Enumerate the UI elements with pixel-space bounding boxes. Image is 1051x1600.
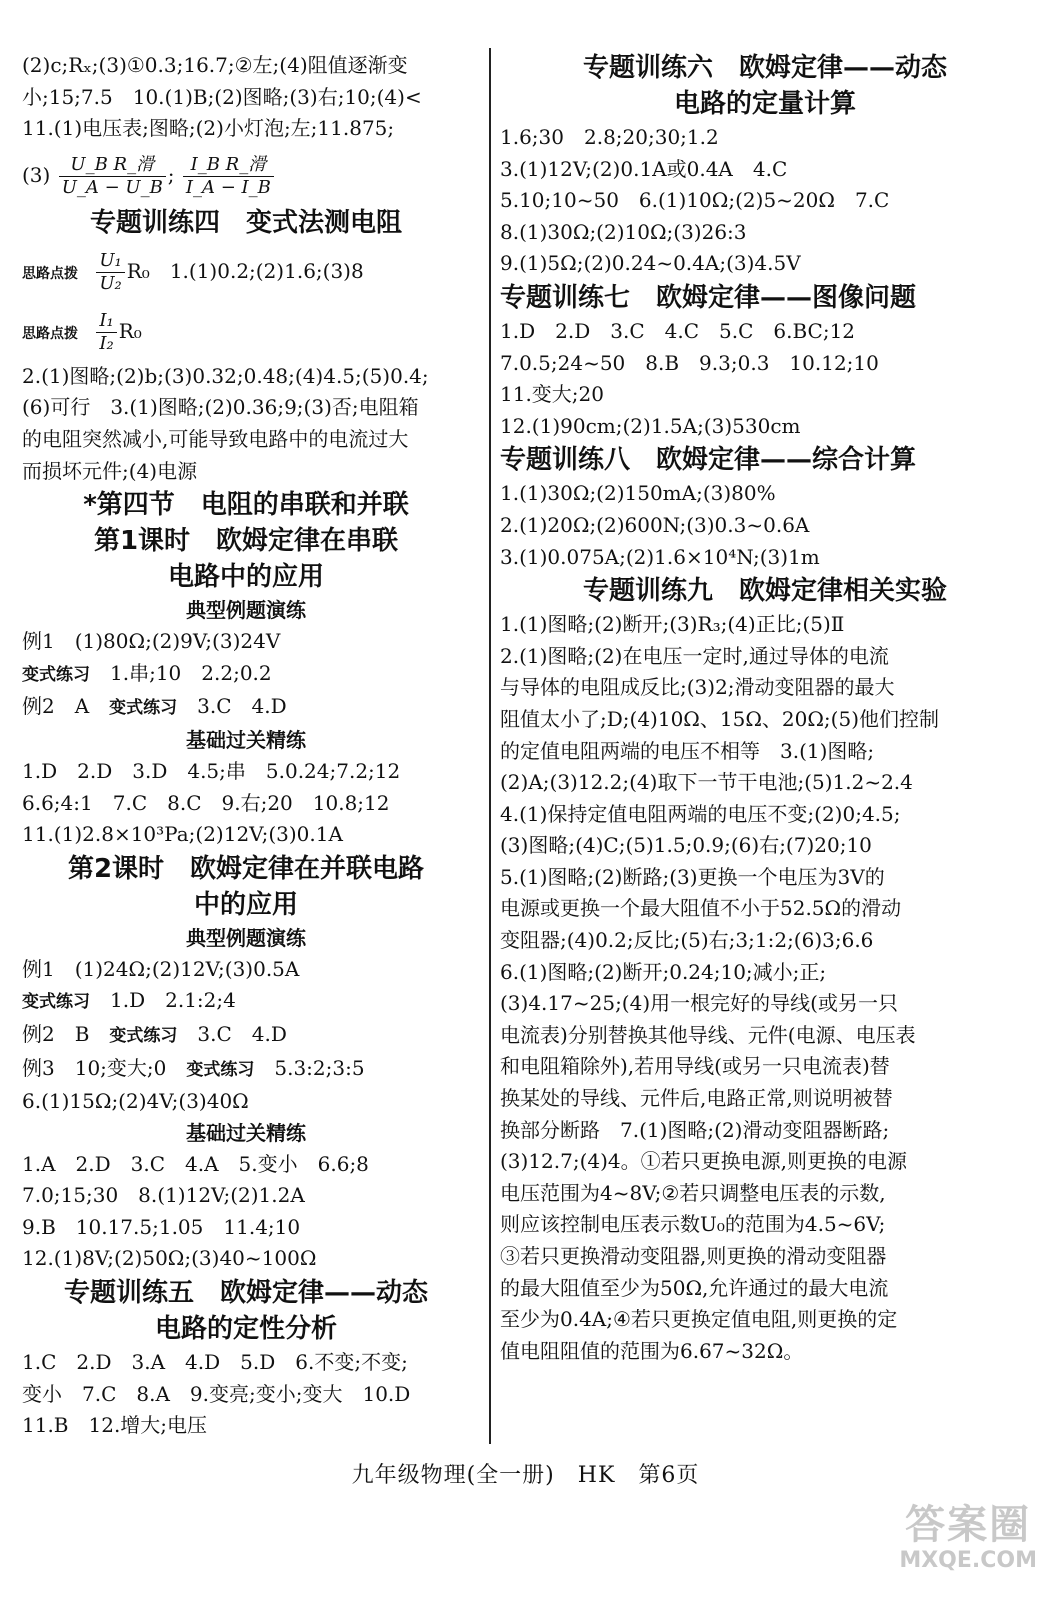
answer-text: 例2 A — [22, 694, 110, 719]
tip-line-2 — [22, 301, 470, 361]
tip-fraction-2 — [96, 310, 116, 355]
fraction-denominator: U_A − U_B — [61, 176, 163, 198]
answer-text: 3.C 4.D — [177, 694, 287, 719]
answer-line: 6.(1)15Ω;(2)4V;(3)40Ω — [22, 1089, 249, 1114]
answer-line: 例1 (1)80Ω;(2)9V;(3)24V — [22, 629, 281, 654]
answer-line: 2.(1)20Ω;(2)600N;(3)0.3~0.6A — [500, 512, 810, 537]
answer-line: 则应该控制电压表示数U₀的范围为4.5~6V; — [500, 1212, 886, 1237]
answer-line: 1.D 2.D 3.C 4.C 5.C 6.BC;12 — [500, 318, 856, 343]
answer-line: (2)c;Rₓ;(3)①0.3;16.7;②左;(4)阻值逐渐变 — [22, 53, 408, 77]
fraction-denominator: U₂ — [99, 272, 122, 294]
fraction-numerator: I_B R_滑 — [183, 154, 274, 177]
subheading: 典型例题演练 — [186, 598, 306, 623]
column-divider — [489, 48, 491, 1444]
variant-label: 变式练习 — [109, 1025, 178, 1046]
section-heading: *第四节 电阻的串联和并联 — [83, 490, 409, 521]
answer-line: 9.(1)5Ω;(2)0.24~0.4A;(3)4.5V — [500, 251, 801, 276]
fraction-1 — [59, 154, 166, 199]
answer-line: ③若只更换滑动变阻器,则更换的滑动变阻器 — [500, 1244, 887, 1268]
variant-label: 变式练习 — [109, 698, 178, 719]
page-footer: 九年级物理(全一册) HK 第6页 — [351, 1463, 700, 1488]
answer-line — [22, 1053, 470, 1087]
section-heading: 专题训练五 欧姆定律——动态 — [63, 1278, 428, 1309]
answer-line: 换部分断路 7.(1)图略;(2)滑动变阻器断路; — [500, 1117, 890, 1142]
fraction-denominator: I₂ — [99, 332, 114, 354]
answer-line: 3.(1)12V;(2)0.1A或0.4A 4.C — [500, 156, 788, 181]
answer-line: 小;15;7.5 10.(1)B;(2)图略;(3)右;10;(4)< — [22, 84, 422, 109]
subheading: 基础过关精练 — [186, 1120, 306, 1145]
answer-line — [22, 691, 470, 725]
answer-line: 变阻器;(4)0.2;反比;(5)右;3;1:2;(6)3;6.6 — [500, 928, 874, 953]
answer-line: 4.(1)保持定值电阻两端的电压不变;(2)0;4.5; — [500, 801, 901, 826]
answer-line: 11.(1)电压表;图略;(2)小灯泡;左;11.875; — [22, 116, 395, 141]
answer-line: (3)图略;(4)C;(5)1.5;0.9;(6)右;(7)20;10 — [500, 833, 872, 858]
answer-line: 1.A 2.D 3.C 4.A 5.变小 6.6;8 — [22, 1151, 369, 1176]
lesson-heading-cont: 中的应用 — [193, 889, 298, 920]
answer-line: 1.(1)30Ω;(2)150mA;(3)80% — [500, 481, 776, 506]
subheading: 典型例题演练 — [186, 925, 306, 950]
watermark-text: 答案圈 — [905, 1502, 1032, 1548]
variant-label: 变式练习 — [22, 992, 90, 1013]
answer-line: 5.(1)图略;(2)断路;(3)更换一个电压为3V的 — [500, 864, 885, 889]
section-heading-cont: 电路的定性分析 — [154, 1314, 337, 1345]
right-column — [500, 50, 1030, 1367]
left-column — [22, 50, 470, 1442]
lesson-heading-cont: 电路中的应用 — [167, 562, 324, 593]
answer-prefix: (3) — [22, 162, 51, 187]
answer-line: (3)4.17~25;(4)用一根完好的导线(或另一只 — [500, 991, 898, 1016]
answer-line: 7.0.5;24~50 8.B 9.3;0.3 10.12;10 — [500, 350, 879, 375]
watermark-logo — [899, 1502, 1037, 1574]
answer-line: 12.(1)8V;(2)50Ω;(3)40~100Ω — [22, 1246, 317, 1271]
answer-text: 1.串;10 2.2;0.2 — [90, 660, 272, 685]
answer-line: 2.(1)图略;(2)在电压一定时,通过导体的电流 — [500, 643, 889, 668]
tip-label: 思路点拨 — [22, 265, 78, 282]
answer-text: 5.3:2;3:5 — [254, 1055, 365, 1080]
answer-line: 换某处的导线、元件后,电路正常,则说明被替 — [500, 1086, 893, 1111]
answer-text: 例3 10;变大;0 — [22, 1055, 187, 1080]
answer-line: 2.(1)图略;(2)b;(3)0.32;0.48;(4)4.5;(5)0.4; — [22, 363, 429, 388]
answer-line: 1.D 2.D 3.D 4.5;串 5.0.24;7.2;12 — [22, 758, 401, 783]
fraction-2 — [183, 154, 274, 199]
watermark-url: MXQE.COM — [899, 1548, 1037, 1573]
variant-label: 变式练习 — [22, 664, 90, 685]
answer-line: 例1 (1)24Ω;(2)12V;(3)0.5A — [22, 956, 300, 981]
answer-line: 7.0;15;30 8.(1)12V;(2)1.2A — [22, 1183, 305, 1208]
section-heading: 专题训练七 欧姆定律——图像问题 — [500, 282, 917, 313]
tip-line-1 — [22, 241, 470, 301]
lesson-heading: 第2课时 欧姆定律在并联电路 — [67, 853, 425, 884]
answer-line: 与导体的电阻成反比;(3)2;滑动变阻器的最大 — [500, 675, 895, 700]
answer-line: 9.B 10.17.5;1.05 11.4;10 — [22, 1214, 301, 1239]
answer-line: 和电阻箱除外),若用导线(或另一只电流表)替 — [500, 1054, 890, 1079]
answer-line: 6.(1)图略;(2)断开;0.24;10;减小;正; — [500, 959, 827, 984]
fraction-numerator: U_B R_滑 — [59, 154, 166, 177]
answer-line: 1.C 2.D 3.A 4.D 5.D 6.不变;不变; — [22, 1350, 408, 1375]
tip-fraction-1 — [96, 250, 124, 295]
answer-line: (2)A;(3)12.2;(4)取下一节干电池;(5)1.2~2.4 — [500, 770, 913, 795]
answer-line: 8.(1)30Ω;(2)10Ω;(3)26:3 — [500, 219, 747, 244]
answer-line: (3)12.7;(4)4。①若只更换电源,则更换的电源 — [500, 1149, 908, 1174]
answer-line: 6.6;4:1 7.C 8.C 9.右;20 10.8;12 — [22, 790, 390, 815]
answer-line — [22, 985, 470, 1019]
section-heading: 专题训练六 欧姆定律——动态 — [582, 53, 947, 83]
answer-line: (6)可行 3.(1)图略;(2)0.36;9;(3)否;电阻箱 — [22, 395, 419, 420]
fraction-denominator: I_A − I_B — [185, 176, 271, 198]
answer-line: 3.(1)0.075A;(2)1.6×10⁴N;(3)1m — [500, 544, 820, 569]
answer-text: 3.C 4.D — [177, 1021, 287, 1046]
answer-line: 12.(1)90cm;(2)1.5A;(3)530cm — [500, 413, 801, 438]
answer-line — [22, 1019, 470, 1053]
answer-line: 的最大阻值至少为50Ω,允许通过的最大电流 — [500, 1275, 889, 1300]
answer-line: 11.(1)2.8×10³Pa;(2)12V;(3)0.1A — [22, 822, 343, 847]
answer-line — [22, 658, 470, 692]
answer-line: 11.变大;20 — [500, 382, 604, 407]
fraction-numerator: U₁ — [96, 250, 124, 273]
answer-line: 电源或更换一个最大阻值不小于52.5Ω的滑动 — [500, 896, 902, 921]
answer-line: 阻值太小了;D;(4)10Ω、15Ω、20Ω;(5)他们控制 — [500, 706, 940, 731]
answer-line: 电流表)分别替换其他导线、元件(电源、电压表 — [500, 1022, 916, 1047]
fraction-numerator: I₁ — [96, 310, 116, 333]
fraction-answer-line: (3) $\frac{\text{U\_B R\_滑}}{U\_A - U\_B}$ ; $\frac{\text{I\_B R\_滑}}{I\_A - I\_B}$ — [22, 145, 470, 205]
lesson-heading: 第1课时 欧姆定律在串联 — [93, 526, 399, 557]
answer-line: 11.B 12.增大;电压 — [22, 1413, 208, 1438]
answer-text: 例2 B — [22, 1021, 110, 1046]
answer-line: 1.(1)图略;(2)断开;(3)R₃;(4)正比;(5)Ⅱ — [500, 612, 845, 637]
answer-line: 至少为0.4A;④若只更换定值电阻,则更换的定 — [500, 1307, 898, 1332]
answer-line: 的电阻突然减小,可能导致电路中的电流过大 — [22, 426, 409, 451]
subheading: 基础过关精练 — [186, 727, 306, 752]
answer-line: 变小 7.C 8.A 9.变亮;变小;变大 10.D — [22, 1381, 411, 1406]
answer-line: 5.10;10~50 6.(1)10Ω;(2)5~20Ω 7.C — [500, 188, 890, 213]
section-heading: 专题训练四 变式法测电阻 — [89, 207, 402, 238]
variant-label: 变式练习 — [186, 1059, 255, 1080]
section-heading-cont: 电路的定量计算 — [673, 89, 856, 119]
tip-text: R₀ 1.(1)0.2;(2)1.6;(3)8 — [126, 258, 364, 283]
answer-line: 的定值电阻两端的电压不相等 3.(1)图略; — [500, 738, 875, 763]
section-heading: 专题训练九 欧姆定律相关实验 — [582, 576, 947, 607]
answer-line: 而损坏元件;(4)电源 — [22, 458, 198, 483]
tip-label: 思路点拨 — [22, 325, 78, 342]
answer-line: 值电阻阻值的范围为6.67~32Ω。 — [500, 1338, 804, 1363]
answer-line: 1.6;30 2.8;20;30;1.2 — [500, 125, 719, 149]
answer-line: 电压范围为4~8V;②若只调整电压表的示数, — [500, 1180, 886, 1205]
section-heading: 专题训练八 欧姆定律——综合计算 — [500, 445, 917, 476]
answer-text: 1.D 2.1:2;4 — [90, 988, 236, 1013]
tip-text: R₀ — [118, 318, 142, 343]
